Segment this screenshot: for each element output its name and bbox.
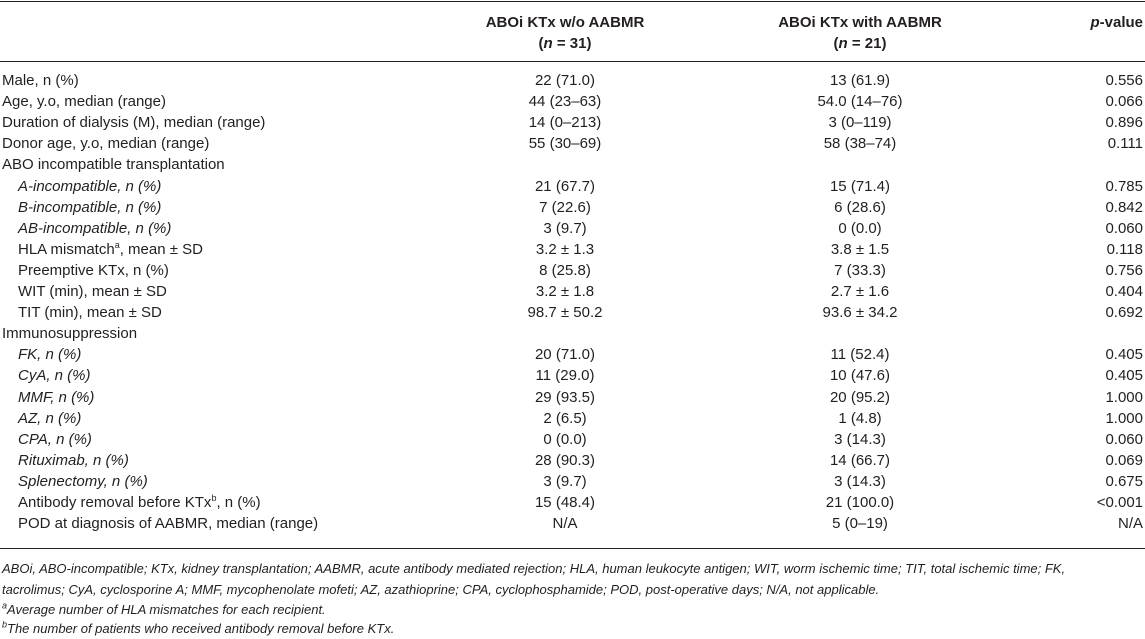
- value-with-aabmr: 21 (100.0): [825, 494, 895, 511]
- value-with-aabmr: 3 (0–119): [828, 114, 892, 132]
- value-without-aabmr: 14 (0–213): [528, 114, 602, 132]
- value-without-aabmr: 21 (67.7): [534, 177, 596, 195]
- p-value: 1.000: [1105, 388, 1143, 406]
- table-row: [0, 365, 1145, 386]
- header-col-pvalue: p-value: [1090, 14, 1143, 31]
- table-row: [0, 133, 1145, 154]
- value-without-aabmr: 22 (71.0): [534, 72, 596, 89]
- row-label: B-incompatible, n (%): [18, 198, 162, 216]
- value-with-aabmr: 3 (14.3): [834, 430, 886, 448]
- value-with-aabmr: 54.0 (14–76): [817, 93, 903, 111]
- value-without-aabmr: 11 (29.0): [535, 367, 595, 385]
- value-without-aabmr: 98.7 ± 50.2: [527, 304, 603, 322]
- value-without-aabmr: 0 (0.0): [543, 430, 587, 448]
- p-value: 0.060: [1105, 219, 1143, 237]
- value-without-aabmr: 7 (22.6): [539, 198, 591, 216]
- row-label: Age, y.o, median (range): [2, 93, 166, 111]
- value-with-aabmr: 5 (0–19): [832, 515, 888, 533]
- header-col-with-aabmr-n: (n = 21): [833, 35, 887, 52]
- value-without-aabmr: 3.2 ± 1.3: [535, 240, 595, 258]
- footnote-abbreviations-line1: ABOi, ABO-incompatible; KTx, kidney transplantation; AABMR, acute antibody mediated rejection; HLA, human leukocyte antigen; WIT, worm ischemic time; TIT, total ischemic time; FK,: [2, 561, 1066, 576]
- row-label: POD at diagnosis of AABMR, median (range): [18, 515, 319, 533]
- table-row: [0, 218, 1145, 239]
- value-without-aabmr: 55 (30–69): [528, 135, 602, 153]
- table-row: [0, 471, 1145, 492]
- bottom-rule: [0, 548, 1145, 549]
- value-without-aabmr: 20 (71.0): [534, 346, 596, 364]
- table-row: [0, 260, 1145, 281]
- p-value: <0.001: [1096, 494, 1143, 511]
- table-row: [0, 408, 1145, 429]
- row-label: CyA, n (%): [18, 367, 91, 385]
- header-col-without-aabmr-n: (n = 31): [538, 35, 592, 52]
- table-row: [0, 70, 1145, 91]
- row-label: Duration of dialysis (M), median (range): [2, 114, 266, 132]
- p-value: 1.000: [1105, 409, 1143, 427]
- value-with-aabmr: 7 (33.3): [834, 261, 886, 279]
- value-without-aabmr: 28 (90.3): [534, 451, 596, 469]
- header-col-without-aabmr-title: ABOi KTx w/o AABMR: [485, 14, 645, 31]
- value-without-aabmr: N/A: [552, 515, 578, 533]
- p-value: 0.405: [1105, 346, 1143, 364]
- row-label: HLA mismatch$^a$, mean ± SD: [18, 239, 203, 258]
- p-value: 0.066: [1105, 93, 1143, 111]
- value-without-aabmr: 3 (9.7): [543, 219, 587, 237]
- value-without-aabmr: 3.2 ± 1.8: [535, 283, 595, 300]
- row-label: CPA, n (%): [18, 430, 92, 448]
- p-value: 0.111: [1107, 135, 1143, 153]
- p-value: 0.675: [1105, 472, 1143, 490]
- p-value: 0.785: [1105, 177, 1143, 195]
- value-with-aabmr: 58 (38–74): [823, 135, 897, 153]
- header-col-with-aabmr: [710, 12, 1010, 54]
- table-row: [0, 91, 1145, 112]
- row-label: Male, n (%): [2, 72, 79, 89]
- table-row: [0, 513, 1145, 534]
- value-with-aabmr: 6 (28.6): [834, 198, 886, 216]
- p-value: 0.118: [1106, 240, 1143, 258]
- header-col-without-aabmr: [415, 12, 715, 54]
- row-label: FK, n (%): [18, 346, 82, 364]
- top-rule: [0, 1, 1145, 2]
- row-label: Preemptive KTx, n (%): [18, 261, 169, 279]
- table-row: [0, 387, 1145, 408]
- table-row: [0, 197, 1145, 218]
- footnote-b: $^b$The number of patients who received antibody removal before KTx.: [2, 619, 395, 636]
- value-without-aabmr: 8 (25.8): [539, 261, 591, 279]
- value-with-aabmr: 3 (14.3): [834, 472, 886, 490]
- header-col-with-aabmr-title: ABOi KTx with AABMR: [778, 14, 942, 31]
- value-without-aabmr: 29 (93.5): [534, 388, 596, 406]
- p-value: 0.896: [1105, 114, 1143, 132]
- table-row: [0, 239, 1145, 260]
- value-without-aabmr: 15 (48.4): [534, 494, 596, 511]
- row-label: A-incompatible, n (%): [18, 177, 162, 195]
- p-value: 0.060: [1105, 430, 1143, 448]
- p-value: 0.069: [1105, 451, 1143, 469]
- row-label: Rituximab, n (%): [18, 451, 129, 469]
- row-label: Antibody removal before KTx$^b$, n (%): [18, 493, 261, 511]
- p-value: 0.692: [1105, 304, 1143, 322]
- p-value: N/A: [1117, 515, 1143, 533]
- value-with-aabmr: 10 (47.6): [829, 367, 891, 385]
- table-row: [0, 323, 1145, 344]
- row-label: MMF, n (%): [18, 388, 95, 406]
- table-row: [0, 281, 1145, 302]
- row-label: Splenectomy, n (%): [18, 472, 148, 490]
- value-without-aabmr: 2 (6.5): [543, 409, 587, 427]
- row-label: WIT (min), mean ± SD: [18, 283, 167, 300]
- value-with-aabmr: 20 (95.2): [829, 388, 891, 406]
- value-with-aabmr: 11 (52.4): [830, 346, 890, 364]
- p-value: 0.404: [1105, 283, 1143, 300]
- table-row: [0, 176, 1145, 197]
- table-row: [0, 492, 1145, 513]
- footnote-abbreviations-line2: tacrolimus; CyA, cyclosporine A; MMF, mycophenolate mofeti; AZ, azathioprine; CPA, cyclophosphamide; POD, post-operative days; N/A, not applicable.: [2, 582, 880, 597]
- footnote-a: $^a$Average number of HLA mismatches for each recipient.: [2, 600, 326, 617]
- header-rule: [0, 61, 1145, 62]
- table-row: [0, 112, 1145, 133]
- row-label: Immunosuppression: [2, 325, 138, 343]
- table-row: [0, 154, 1145, 175]
- p-value: 0.405: [1105, 367, 1143, 385]
- table-row: [0, 302, 1145, 323]
- table-row: [0, 344, 1145, 365]
- value-with-aabmr: 1 (4.8): [838, 409, 882, 427]
- row-label: AB-incompatible, n (%): [18, 219, 172, 237]
- value-with-aabmr: 14 (66.7): [829, 451, 891, 469]
- table-row: [0, 450, 1145, 471]
- value-with-aabmr: 2.7 ± 1.6: [830, 283, 890, 300]
- value-with-aabmr: 3.8 ± 1.5: [830, 240, 890, 258]
- row-label: Donor age, y.o, median (range): [2, 135, 210, 153]
- value-without-aabmr: 3 (9.7): [543, 472, 587, 490]
- value-with-aabmr: 15 (71.4): [829, 177, 891, 195]
- p-value: 0.756: [1105, 261, 1143, 279]
- row-label: ABO incompatible transplantation: [2, 156, 225, 174]
- row-label: TIT (min), mean ± SD: [18, 304, 162, 322]
- table-row: [0, 429, 1145, 450]
- p-value: 0.556: [1105, 72, 1143, 89]
- row-label: AZ, n (%): [18, 409, 82, 427]
- value-with-aabmr: 0 (0.0): [838, 219, 882, 237]
- value-with-aabmr: 93.6 ± 34.2: [822, 304, 898, 322]
- value-with-aabmr: 13 (61.9): [829, 72, 891, 89]
- p-value: 0.842: [1105, 198, 1143, 216]
- value-without-aabmr: 44 (23–63): [528, 93, 602, 111]
